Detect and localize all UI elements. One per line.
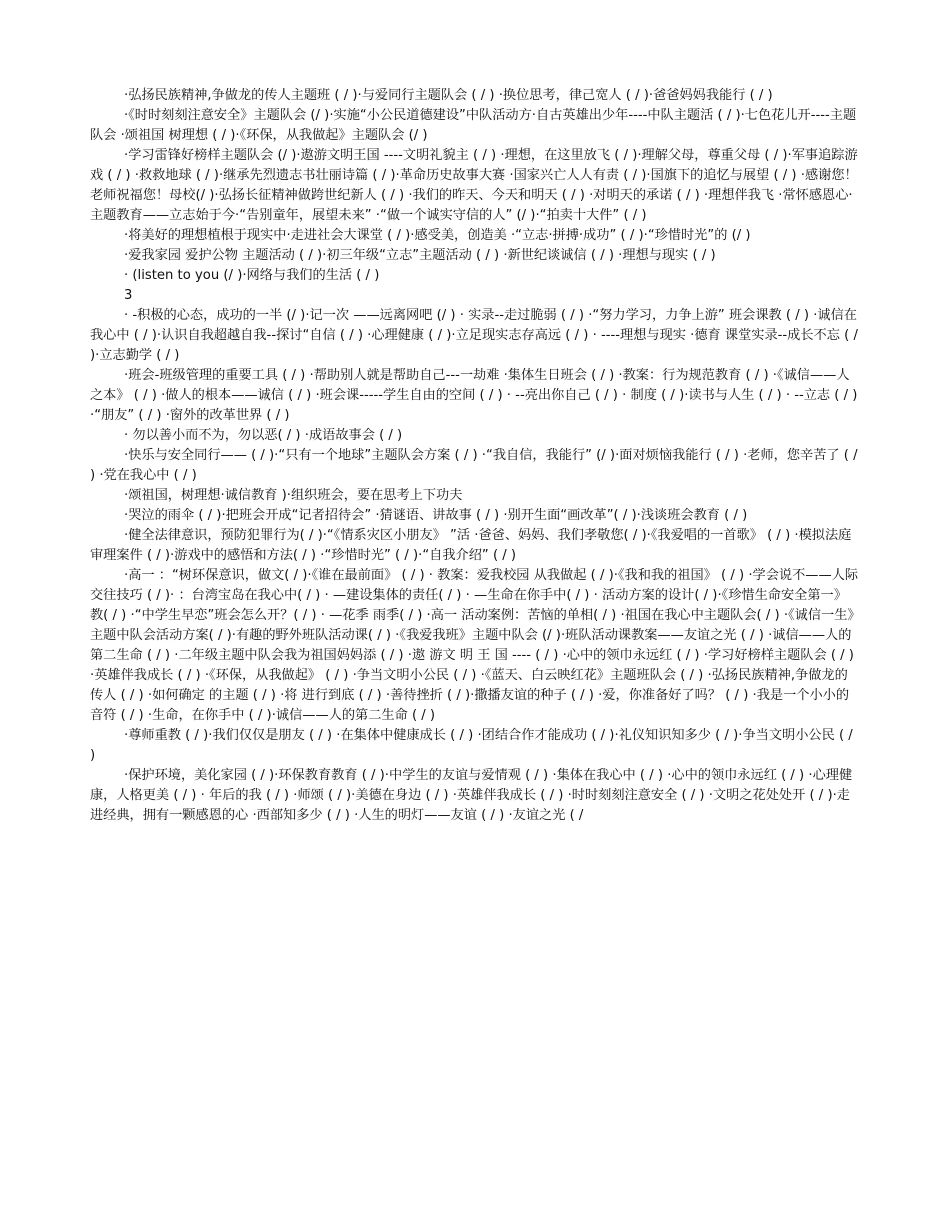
paragraph: ·《时时刻刻注意安全》主题队会 (/ )·实施“小公民道德建设”中队活动方·自古英雄出少年----中队主题活 ( / )·七色花儿开----主题队会 ·颂祖国 树理想 ( / )·《环保，从我做起》主题队会 (/ )	[90, 108, 857, 143]
paragraph: ·尊师重教 ( / )·我们仅仅是朋友 ( / ) ·在集体中健康成长 ( / ) ·团结合作才能成功 ( / )·礼仪知识知多少 ( / )·争当文明小公民 ( / )	[90, 728, 853, 763]
paragraph: ·高一 ：“树环保意识，做文( / )·《谁在最前面》 ( / ) · 教案：爱我校园 从我做起 ( / )·《我和我的祖国》 ( / ) ·学会说不——人际交往技巧 ( / )· ：台湾宝岛在我心中( / ) · —建设集体的责任( / ) · —生命在你手中( / ) · 活动方案的设计( / )·《珍惜生命安全第一》 教( / ) ·“中学生早恋”班会怎么开？( / ) · —花季 雨季( / ) ·高一 活动案例：苦恼的单相( / ) ·祖国在我心中主题队会( / ) ·《诚信一生》主题中队会活动方案( / )·有趣的野外班队活动课( / ) ·《我爱我班》主题中队会 (/ )·班队活动课教案——友谊之光 ( / ) ·诚信——人的第二生命 ( / ) ·二年级主题中队会我为祖国妈妈添 ( / ) ·遨 游文 明 王 国 ---- ( / ) ·心中的领巾永远红 ( / ) ·学习好榜样主题队会 ( / ) ·英雄伴我成长 ( / ) ·《环保，从我做起》 ( / ) ·争当文明小公民 ( / ) ·《蓝天、白云映红花》主题班队会 ( / ) ·弘扬民族精神,争做龙的传人 ( / ) ·如何确定 的主题 ( / ) ·将 进行到底 ( / ) ·善待挫折 ( / )·撒播友谊的种子 ( / ) ·爱，你准备好了吗？ ( / ) ·我是一个小小的音符 ( / ) ·生命，在你手中 ( / )·诚信——人的第二生命 ( / )	[90, 568, 859, 723]
paragraph: ·班会-班级管理的重要工具 ( / ) ·帮助别人就是帮助自己---一劫难 ·集体生日班会 ( / ) ·教案：行为规范教育 ( / ) ·《诚信——人之本》 ( / ) ·做人的根本——诚信 ( / ) ·班会课-----学生自由的空间 ( / ) · --亮出你自己 ( / ) · 制度 ( / )·读书与人生 ( / ) · --立志 ( / ) ·“朋友” ( / ) ·窗外的改革世界 ( / )	[90, 368, 858, 423]
paragraph: ·保护环境，美化家园 ( / )·环保教育教育 ( / )·中学生的友谊与爱情观 ( / ) ·集体在我心中 ( / ) ·心中的领巾永远红 ( / ) ·心理健康，人格更美 ( / ) · 年后的我 ( / ) ·师颂 ( / )·美德在身边 ( / ) ·英雄伴我成长 ( / ) ·时时刻刻注意安全 ( / ) ·文明之花处处开 ( / )·走进经典，拥有一颗感恩的心 ·西部知多少 ( / ) ·人生的明灯——友谊 ( / ) ·友谊之光 ( /	[90, 768, 853, 823]
paragraph: ·健全法律意识，预防犯罪行为( / )·“《情系灾区小朋友》 ”活 ·爸爸、妈妈、我们孝敬您( / )·《我爱唱的一首歌》 ( / ) ·模拟法庭审理案件 ( / )·游戏中的感悟和方法( / ) ·“珍惜时光” ( / )·“自我介绍” ( / )	[90, 528, 852, 563]
paragraph: ·颂祖国，树理想·诚信教育 )·组织班会，要在思考上下功夫	[124, 488, 463, 503]
page-number-marker: 3	[124, 288, 133, 303]
paragraph: · (listen to you (/ )·网络与我们的生活 ( / )	[124, 268, 380, 283]
paragraph: ·快乐与安全同行—— ( / )·“只有一个地球”主题队会方案 ( / ) ·“我自信，我能行” (/ )·面对烦恼我能行 ( / ) ·老师，您辛苦了 ( / ) ·党在我心中 ( / )	[90, 448, 858, 483]
paragraph: ·爱我家园 爱护公物 主题活动 ( / )·初三年级“立志”主题活动 ( / ) ·新世纪谈诚信 ( / ) ·理想与现实 ( / )	[124, 248, 716, 263]
paragraph: ·将美好的理想植根于现实中·走进社会大课堂 ( / )·感受美，创造美 ·“立志·拼搏·成功” ( / )·“珍惜时光”的 (/ )	[124, 228, 751, 243]
paragraph: · 勿以善小而不为，勿以恶( / ) ·成语故事会 ( / )	[124, 428, 403, 443]
paragraph: · -积极的心态，成功的一半 (/ )·记一次 ——远离网吧 (/ ) · 实录--走过脆弱 ( / ) ·“努力学习，力争上游” 班会课教 ( / ) ·诚信在我心中 ( / )·认识自我超越自我--探讨“自信 ( / ) ·心理健康 ( / )·立足现实志存高远 ( / ) · ----理想与现实 ·德育 课堂实录--成长不忘 ( / )·立志勤学 ( / )	[90, 308, 858, 363]
paragraph: ·弘扬民族精神,争做龙的传人主题班 ( / )·与爱同行主题队会 ( / ) ·换位思考，律己宽人 ( / )·爸爸妈妈我能行 ( / )	[124, 88, 773, 103]
paragraph: ·学习雷锋好榜样主题队会 (/ )·遨游文明王国 ----文明礼貌主 ( / ) ·理想，在这里放飞 ( / )·理解父母，尊重父母 ( / )·军事追踪游戏 ( / ) ·救救地球 ( / )·继承先烈遗志书壮丽诗篇 ( / )·革命历史故事大赛 ·国家兴亡人人有责 ( / )·国旗下的追忆与展望 ( / ) ·感谢您！老师祝福您！母校(/ )·弘扬长征精神做跨世纪新人 ( / ) ·我们的昨天、今天和明天 ( / ) ·对明天的承诺 ( / ) ·理想伴我飞 ·常怀感恩心·主题教育——立志始于今·“告别童年，展望未来” ·“做一个诚实守信的人” (/ )·“拍卖十大件” ( / )	[90, 148, 858, 223]
paragraph: ·哭泣的雨伞 ( / )·把班会开成“记者招待会” ·猜谜语、讲故事 ( / ) ·别开生面“画改革”( / )·浅谈班会教育 ( / )	[124, 508, 748, 523]
document-body	[90, 86, 860, 826]
